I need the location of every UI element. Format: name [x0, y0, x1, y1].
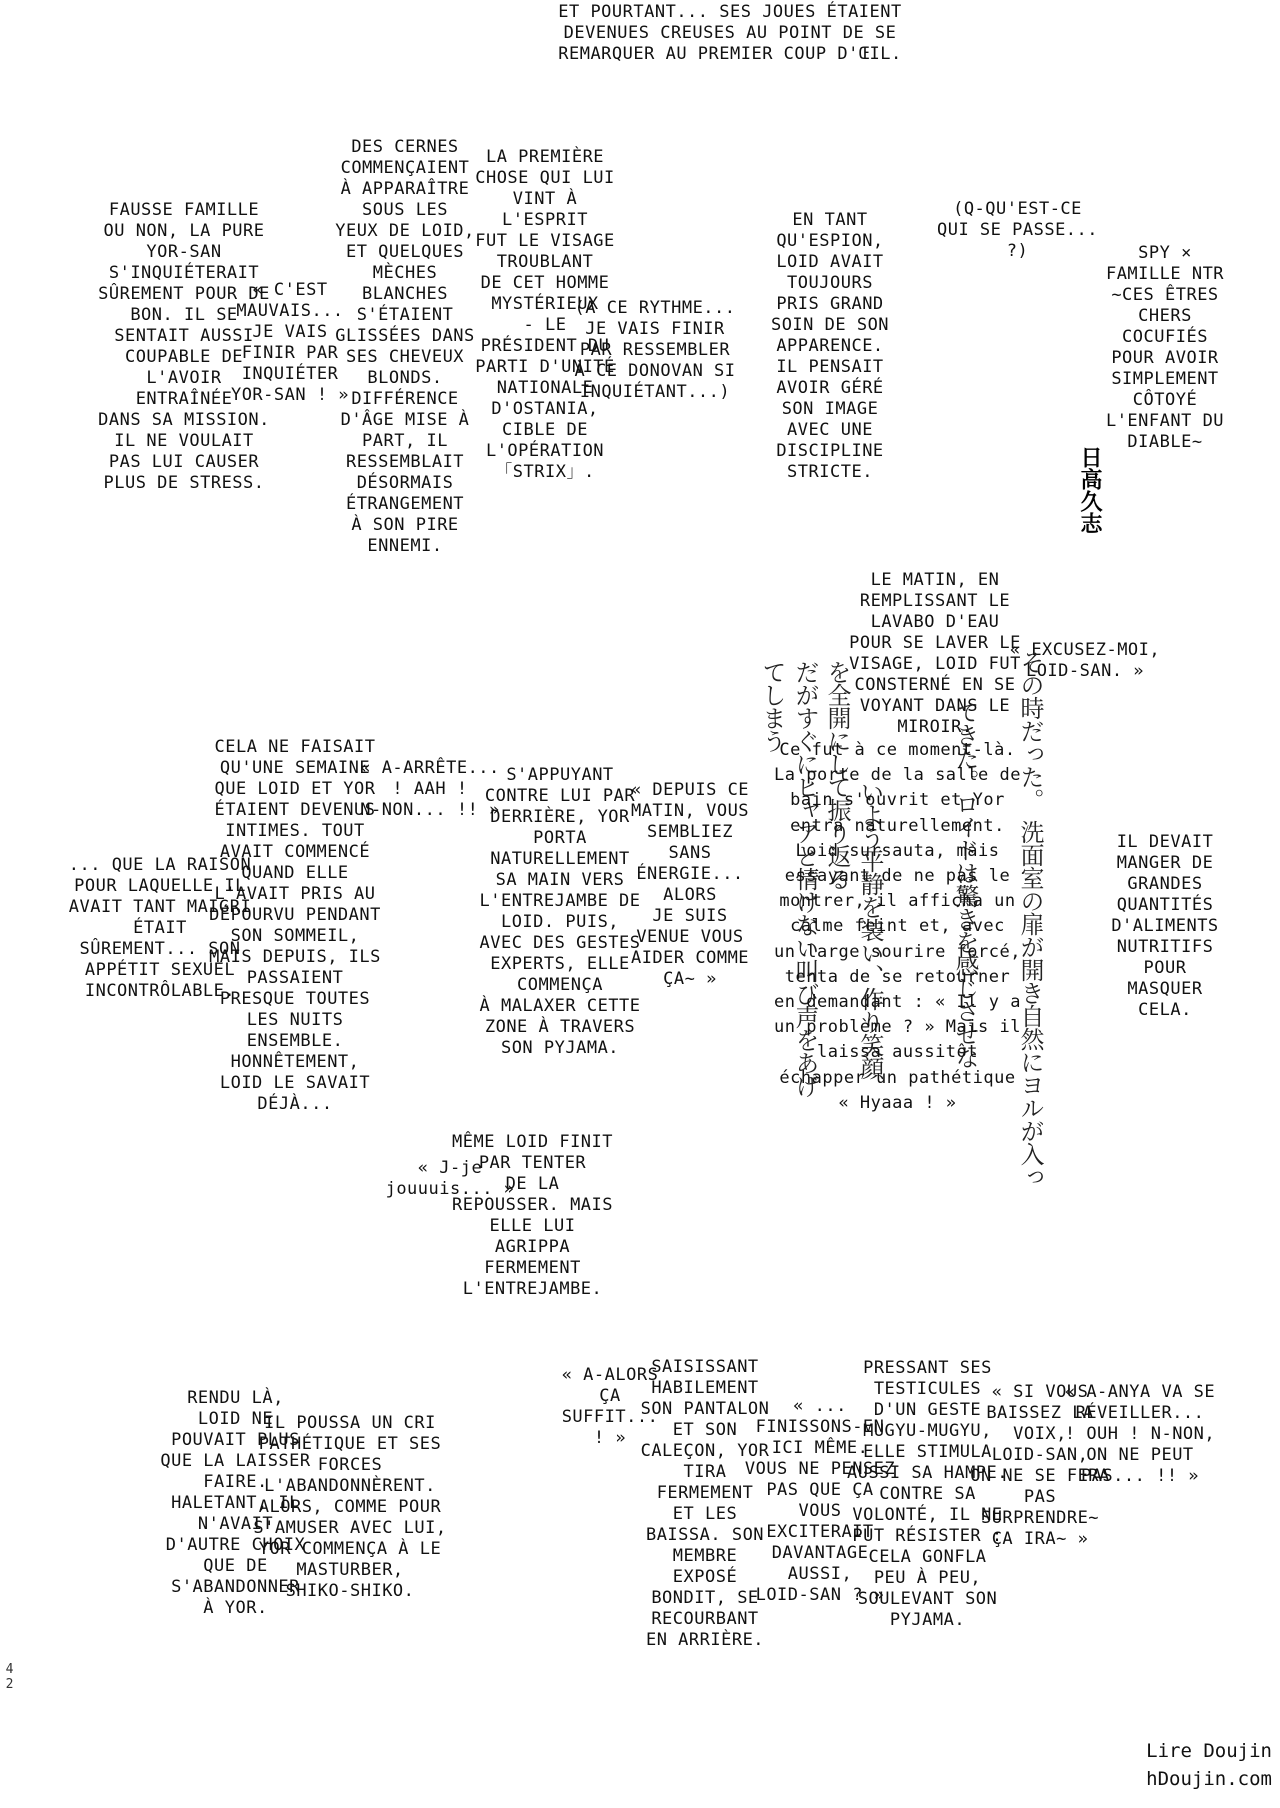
text-a-ce-rythme: (À CE RYTHME... JE VAIS FINIR PAR RESSEMBLER À CE DONOVAN SI INQUIÉTANT...) — [574, 298, 736, 402]
text-cest-mauvais: « C'EST MAUVAIS... JE VAIS FINIR PAR INQUIÉTER YOR-SAN ! » — [230, 280, 350, 405]
page-number: 42 — [2, 1662, 17, 1692]
text-que-la-raison: ... QUE LA RAISON POUR LAQUELLE IL AVAIT TANT MAIGRI ÉTAIT SÛREMENT... SON APPÉTIT SEXUEL INCONTRÔLABLE. — [68, 855, 252, 1001]
jp-column-4: いよう平静を装い、作り笑顔 — [856, 780, 884, 1079]
text-a-arrete: « A-ARRÊTE... ! AAH ! N-NON... !! » — [360, 758, 500, 820]
text-a-alors: « A-ALORS ÇA SUFFIT... ! » — [561, 1365, 659, 1448]
text-en-tant: EN TANT QU'ESPION, LOID AVAIT TOUJOURS PRIS GRAND SOIN DE SON APPARENCE. IL PENSAIT AVOIR GÉRÉ SON IMAGE AVEC UNE DISCIPLINE STRICTE. — [770, 210, 890, 482]
text-meme-loid: MÊME LOID FINIT PAR TENTER DE LA REPOUSSER. MAIS ELLE LUI AGRIPPA FERMEMENT L'ENTREJAMBE. — [451, 1132, 614, 1299]
text-il-poussa: IL POUSSA UN CRI PATHÉTIQUE ET SES FORCES L'ABANDONNÈRENT. ALORS, COMME POUR S'AMUSER AVEC LUI, YOR COMMENÇA À LE MASTURBER, SHIKO-SHIKO. — [253, 1413, 447, 1601]
text-rendu-la: RENDU LÀ, LOID NE POUVAIT PLUS QUE LA LAISSER FAIRE. HALETANT, IL N'AVAIT D'AUTRE CHOIX QUE DE S'ABANDONNER À YOR. — [160, 1388, 311, 1618]
author-name: 日高久志 — [1077, 446, 1102, 534]
jp-column-6: だがすぐにヒャアと情けない叫び声をあげ — [791, 660, 819, 1097]
text-cela-ne-faisait: CELA NE FAISAIT QU'UNE SEMAINE QUE LOID ET YOR ÉTAIENT DEVENUS INTIMES. TOUT AVAIT COMMENCÉ QUAND ELLE L'AVAIT PRIS AU DÉPOURVU PENDANT SON SOMMEIL, MAIS DEPUIS, ILS PASSAIENT PRESQUE TOUTES LES NUITS ENSEMBLE. HONNÊTEMENT, LOID LE SAVAIT DÉJÀ... — [209, 737, 381, 1114]
text-si-vous-baissez: « SI VOUS BAISSEZ LA VOIX, LOID-SAN, ON NE SE FERA PAS SURPRENDRE~ ÇA IRA~ » — [970, 1382, 1110, 1549]
text-qu-est-ce: (Q-QU'EST-CE QUI SE PASSE... ?) — [936, 199, 1099, 261]
text-premiere-chose: LA PREMIÈRE CHOSE QUI LUI VINT À L'ESPRIT FUT LE VISAGE TROUBLANT DE CET HOMME MYSTÉRIEUX - LE PRÉSIDENT DU PARTI D'UNITÉ NATIONALE D'OSTANIA, CIBLE DE L'OPÉRATION 「STRIX」. — [475, 147, 615, 482]
text-anya: « A-ANYA VA SE RÉVEILLER... ! OUH ! N-NON, ON NE PEUT PAS... !! » — [1064, 1382, 1216, 1486]
text-pressant: PRESSANT SES TESTICULES D'UN GESTE MUGYU-MUGYU, ELLE STIMULA AUSSI SA HAMPE. CONTRE SA VOLONTÉ, IL NE PUT RÉSISTER : CELA GONFLA PEU À PEU, SOULEVANT SON PYJAMA. — [846, 1358, 1009, 1630]
text-depuis-ce-matin: « DEPUIS CE MATIN, VOUS SEMBLIEZ SANS ÉNERGIE... ALORS JE SUIS VENUE VOUS AIDER COMME ÇA~ » — [630, 780, 750, 989]
text-fausse-famille: FAUSSE FAMILLE OU NON, LA PURE YOR-SAN S'INQUIÉTERAIT SÛREMENT POUR DE BON. IL SE SENTAIT AUSSI COUPABLE DE L'AVOIR ENTRAÎNÉE DANS SA MISSION. IL NE VOULAIT PAS LUI CAUSER PLUS DE STRESS. — [98, 200, 270, 493]
text-spy-title: SPY × FAMILLE NTR ~CES ÊTRES CHERS COCUFIÉS POUR AVOIR SIMPLEMENT CÔTOYÉ L'ENFANT DU DIABLE~ — [1105, 243, 1225, 452]
jp-column-3: てきた。ロイドは驚きを感じさせな — [951, 700, 979, 1068]
text-j-je-jouis: « J-je jouuuis... » — [385, 1158, 515, 1199]
top-caption: ET POURTANT... SES JOUES ÉTAIENT DEVENUES CREUSES AU POINT DE SE REMARQUER AU PREMIER COUP D'ŒIL. — [558, 2, 902, 64]
jp-column-1: その時だった。 — [1016, 650, 1044, 811]
jp-column-2: 洗面室の扉が開き自然にヨルが入っ — [1016, 820, 1044, 1188]
text-des-cernes: DES CERNES COMMENÇAIENT À APPARAÎTRE SOUS LES YEUX DE LOID, ET QUELQUES MÈCHES BLANCHES S'ÉTAIENT GLISSÉES DANS SES CHEVEUX BLONDS. DIFFÉRENCE D'ÂGE MISE À PART, IL RESSEMBLAIT DÉSORMAIS ÉTRANGEMENT À SON PIRE ENNEMI. — [335, 137, 475, 556]
text-s-appuyant: S'APPUYANT CONTRE LUI PAR DERRIÈRE, YOR PORTA NATURELLEMENT SA MAIN VERS L'ENTREJAMBE DE LOID. PUIS, AVEC DES GESTES EXPERTS, ELLE COMMENÇA À MALAXER CETTE ZONE À TRAVERS SON PYJAMA. — [479, 765, 641, 1058]
text-finissons: « ... FINISSONS-EN ICI MÊME. VOUS NE PENSEZ PAS QUE ÇA VOUS EXCITERAIT DAVANTAGE AUSSI, LOID-SAN ? » — [744, 1396, 896, 1605]
text-ce-fut: Ce fut à ce moment-là. La porte de la salle de bain s'ouvrit et Yor entra naturellement. Loid sursauta, mais essayant de ne pas le montrer, il afficha un calme feint et, avec un large sourire forcé, tenta de se retourner en demandant : « Il y a un problème ? » Mais il laissa aussitôt échapper un pathétique « Hyaaa ! » — [774, 740, 1021, 1113]
text-saisissant: SAISISSANT HABILEMENT SON PANTALON ET SON CALEÇON, YOR TIRA FERMEMENT ET LES BAISSA. SON MEMBRE EXPOSÉ BONDIT, SE RECOURBANT EN ARRIÈRE. — [640, 1357, 770, 1650]
jp-column-7: てしまう — [758, 660, 786, 752]
jp-column-5: を全開にして振り返る — [823, 660, 851, 890]
text-il-devait: IL DEVAIT MANGER DE GRANDES QUANTITÉS D'ALIMENTS NUTRITIFS POUR MASQUER CELA. — [1111, 832, 1219, 1020]
text-le-matin: LE MATIN, EN REMPLISSANT LE LAVABO D'EAU POUR SE LAVER LE VISAGE, LOID FUT CONSTERNÉ EN SE VOYANT DANS LE MIROIR. — [849, 570, 1021, 737]
text-excusez-moi: « EXCUSEZ-MOI, LOID-SAN. » — [1009, 640, 1161, 681]
watermark: Lire Doujin hDoujin.com — [1146, 1740, 1272, 1790]
